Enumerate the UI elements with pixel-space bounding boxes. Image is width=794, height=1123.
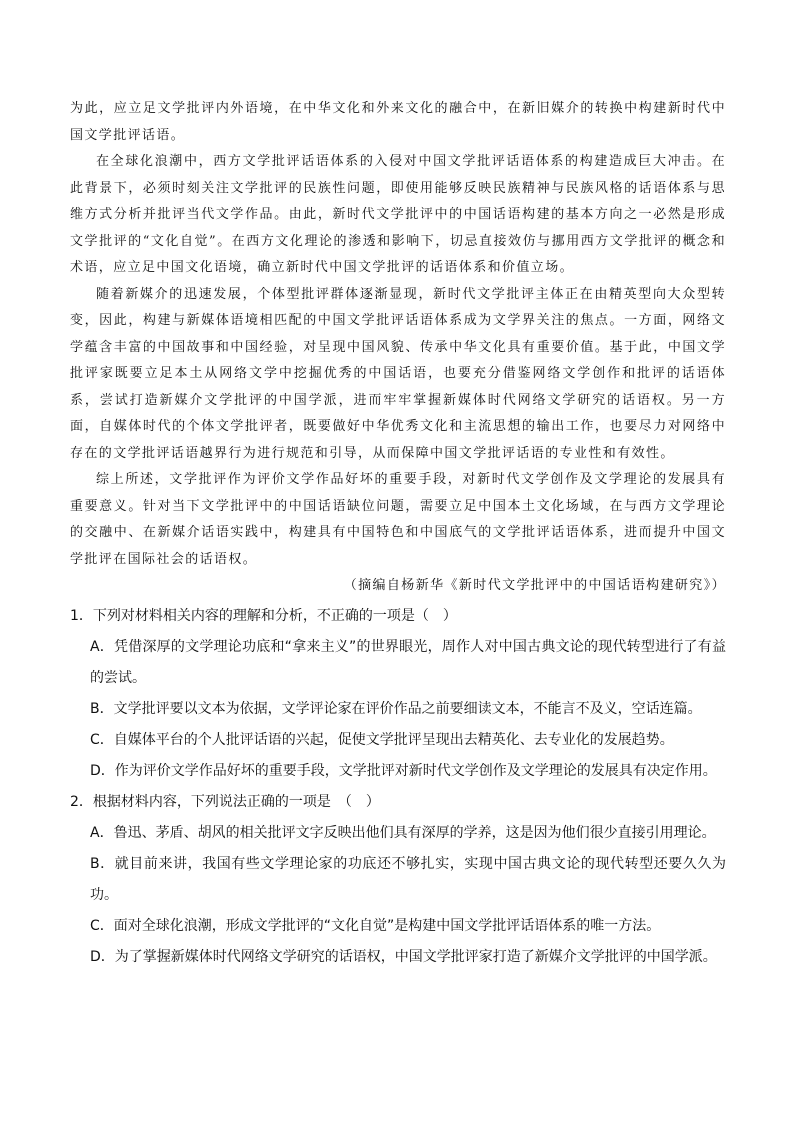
document-page [70, 96, 726, 973]
option-a: A．鲁迅、茅盾、胡风的相关批评文字反映出他们具有深厚的学养，这是因为他们很少直接引用理论。 [90, 824, 716, 841]
question-list [70, 601, 726, 973]
reading-passage [70, 96, 726, 600]
option-c: C．自媒体平台的个人批评话语的兴起，促使文学批评呈现出去精英化、去专业化的发展趋势。 [90, 731, 674, 748]
passage-paragraph-0: 为此，应立足文学批评内外语境，在中华文化和外来文化的融合中，在新旧媒介的转换中构建新时代中国文学批评话语。 [70, 101, 726, 143]
question-2 [70, 787, 726, 973]
question-stem: 1．下列对材料相关内容的理解和分析，不正确的一项是（ ） [70, 607, 457, 624]
passage-source: （摘编自杨新华《新时代文学批评中的中国话语构建研究》） [343, 578, 726, 593]
passage-paragraph-3: 综上所述，文学批评作为评价文学作品好坏的重要手段，对新时代文学创作及文学理论的发展具有重要意义。针对当下文学批评中的中国话语缺位问题，需要立足中国本土文化场域，在与西方文学理论的交融中、在新媒介话语实践中，构建具有中国特色和中国底气的文学批评话语体系，进而提升中国文学批评在国际社会的话语权。 [70, 472, 726, 567]
option-b: B．就目前来讲，我国有些文学理论家的功底还不够扎实，实现中国古典文论的现代转型还要久久为功。 [90, 855, 726, 903]
passage-paragraph-1: 在全球化浪潮中，西方文学批评话语体系的入侵对中国文学批评话语体系的构建造成巨大冲击。在此背景下，必须时刻关注文学批评的民族性问题，即使用能够反映民族精神与民族风格的话语体系与思维方式分析并批评当代文学作品。由此，新时代文学批评中的中国话语构建的基本方向之一必然是形成文学批评的“文化自觉”。在西方文化理论的渗透和影响下，切忌直接效仿与挪用西方文学批评的概念和术语，应立足中国文化语境，确立新时代中国文学批评的话语体系和价值立场。 [70, 154, 726, 275]
passage-paragraph-2: 随着新媒介的迅速发展，个体型批评群体逐渐显现，新时代文学批评主体正在由精英型向大众型转变，因此，构建与新媒体语境相匹配的中国文学批评话语体系成为文学界关注的焦点。一方面，网络文学蕴含丰富的中国故事和中国经验，对呈现中国风貌、传承中华文化具有重要价值。基于此，中国文学批评家既要立足本土从网络文学中挖掘优秀的中国话语，也要充分借鉴网络文学创作和批评的话语体系，尝试打造新媒介文学批评的中国学派，进而牢牢掌握新媒体时代网络文学研究的话语权。另一方面，自媒体时代的个体文学批评者，既要做好中华优秀文化和主流思想的输出工作，也要尽力对网络中存在的文学批评话语越界行为进行规范和引导，从而保障中国文学批评话语的专业性和有效性。 [70, 286, 726, 461]
option-d: D．作为评价文学作品好坏的重要手段，文学批评对新时代文学创作及文学理论的发展具有决定作用。 [90, 762, 717, 779]
question-stem: 2．根据材料内容，下列说法正确的一项是 （ ） [70, 793, 380, 810]
option-c: C．面对全球化浪潮，形成文学批评的“文化自觉”是构建中国文学批评话语体系的唯一方法。 [90, 917, 661, 934]
option-d: D．为了掌握新媒体时代网络文学研究的话语权，中国文学批评家打造了新媒介文学批评的中国学派。 [90, 948, 717, 965]
question-1 [70, 601, 726, 787]
option-a: A．凭借深厚的文学理论功底和“拿来主义”的世界眼光，周作人对中国古典文论的现代转型进行了有益的尝试。 [90, 638, 726, 686]
option-b: B．文学批评要以文本为依据，文学评论家在评价作品之前要细读文本，不能言不及义，空话连篇。 [90, 700, 702, 717]
